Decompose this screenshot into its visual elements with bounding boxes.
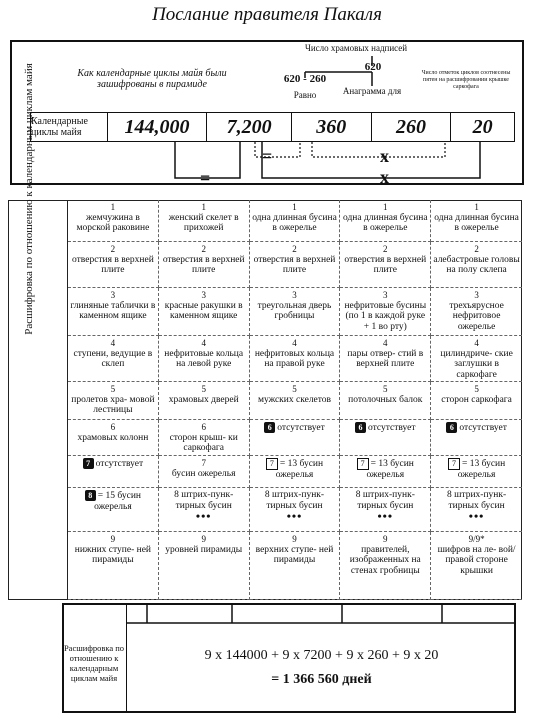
cycle-value: 260 (372, 113, 452, 141)
formula-text: 9 x 144000 + 9 x 7200 + 9 x 260 + 9 x 20 (204, 648, 439, 663)
glyph-icon: 7 (448, 458, 460, 470)
table-cell (431, 532, 522, 600)
table-cell (159, 456, 250, 488)
table-cell (68, 382, 159, 420)
cell-number: 3 (292, 290, 297, 300)
table-cell (68, 288, 159, 336)
cell-number: 5 (292, 384, 297, 394)
decoding-side-label: Расшифровка по отношению к календарным циклам майя (23, 63, 35, 335)
cell-text: отсутствует (277, 423, 325, 433)
cell-text: отверстия в верхней плите (253, 254, 336, 275)
cell-text: 8 штрих-пунк- тирных бусин (264, 490, 325, 511)
cell-number: 9 (383, 534, 388, 544)
cycles-row-label: Календарные циклы майя (31, 113, 108, 141)
cell-number: 4 (201, 338, 206, 348)
table-cell (68, 242, 159, 288)
cycle-value: 20 (472, 115, 493, 138)
table-cell (340, 288, 431, 336)
cell-text: 8 штрих-пунк- тирных бусин (447, 490, 507, 511)
cell-text: 8 штрих-пунк- тирных бусин (355, 490, 415, 511)
cycle-value: 144,000 (108, 113, 208, 141)
table-cell (340, 382, 431, 420)
cell-number: 4 (110, 338, 116, 348)
formula-ticks (127, 603, 516, 633)
table-cell (431, 336, 522, 382)
cell-text: = 13 бусин ожерелья (275, 459, 324, 480)
cell-number: 1 (110, 202, 116, 212)
right-note: Число отметок циклов соотнесены пятен на расшифровании крышке саркофага (421, 70, 511, 90)
table-cell (250, 382, 341, 420)
dots-glyph-icon: ••• (195, 509, 212, 523)
cell-text: 8 штрих-пунк- тирных бусин (174, 490, 234, 511)
cell-text: шифров на ле- вой/правой стороне крышки (437, 544, 516, 576)
cell-number: 5 (474, 384, 479, 394)
table-cell (68, 456, 159, 488)
table-cell (431, 288, 522, 336)
equals-sign: = (262, 146, 273, 166)
table-cell (250, 288, 341, 336)
table-cell (68, 200, 159, 242)
table-cell (431, 242, 522, 288)
anagram-label: Анаграмма для (342, 86, 402, 96)
table-cell (431, 382, 522, 420)
cell-number: 2 (474, 244, 479, 254)
cell-text: цилиндриче- ские заглушки в саркофаге (440, 348, 513, 380)
times-sign: x (380, 167, 389, 187)
cycles-caption: Как календарные циклы майя были зашифрованы в пирамиде (77, 68, 227, 90)
cell-number: 5 (110, 384, 116, 394)
cell-number: 6 (110, 422, 116, 432)
connector-lines (0, 0, 534, 200)
cell-text: алебастровые головы на полу склепа (433, 254, 520, 275)
inscriptions-label: Число храмовых надписей (305, 43, 408, 53)
cell-text: правителей, изображенных на стенах гробницы (349, 544, 421, 576)
cell-text: отсутствует (368, 423, 416, 433)
table-cell (431, 488, 522, 532)
cycle-value: 7,200 (207, 113, 292, 141)
cell-text: храмовых дверей (168, 394, 239, 405)
table-cell (340, 488, 431, 532)
cell-number: 1 (383, 202, 388, 212)
table-cell (159, 200, 250, 242)
cell-number: 3 (383, 290, 388, 300)
cell-text: сторон крыш- ки саркофага (169, 432, 238, 453)
cell-number: 2 (201, 244, 206, 254)
cell-text: верхних ступе- ней пирамиды (255, 544, 334, 565)
cell-number: 9/9* (468, 534, 485, 544)
equal-label: Равно (293, 90, 317, 100)
table-cell (250, 488, 341, 532)
cell-number: 6 (201, 422, 206, 432)
cell-text: уровней пирамиды (165, 544, 243, 555)
glyph-icon: 7 (357, 458, 369, 470)
table-cell (68, 336, 159, 382)
table-cell (250, 200, 341, 242)
cell-text: отверстия в верхней плите (344, 254, 427, 275)
cell-number: 1 (474, 202, 479, 212)
table-cell (250, 456, 341, 488)
cell-text: пролетов хра- мовой лестницы (71, 394, 155, 415)
cell-text: нижних ступе- ней пирамиды (74, 544, 152, 565)
cell-number: 5 (383, 384, 388, 394)
glyph-icon: 6 (446, 422, 457, 433)
cell-number: 9 (292, 534, 297, 544)
formula-result: = 1 366 560 дней (271, 672, 372, 687)
cell-number: 3 (474, 290, 479, 300)
cell-text: глиняные таблички в каменном ящике (70, 300, 156, 321)
table-cell (431, 456, 522, 488)
cell-text: пары отвер- стий в верхней плите (347, 348, 424, 369)
table-cell (340, 532, 431, 600)
cell-text: нефритовых кольца на правой руке (254, 348, 335, 369)
table-cell (340, 336, 431, 382)
cell-number: 1 (201, 202, 206, 212)
formula-label: Расшифровка по отношению к календарным циклам майя (62, 603, 127, 713)
cell-number: 9 (110, 534, 116, 544)
ratio-value: 620 - 260 (283, 73, 327, 85)
table-cell (340, 242, 431, 288)
table-cell (340, 200, 431, 242)
glyph-icon: 6 (355, 422, 366, 433)
cell-text: = 15 бусин ожерелья (94, 491, 141, 512)
dots-glyph-icon: ••• (286, 509, 303, 523)
table-cell (68, 532, 159, 600)
glyph-icon: 7 (266, 458, 278, 470)
table-cell (431, 200, 522, 242)
cell-text: трехъярусное нефритовое ожерелье (449, 300, 504, 332)
cell-text: ступени, ведущие в склеп (73, 348, 153, 369)
table-cell (431, 420, 522, 456)
decoding-grid (68, 200, 522, 600)
cell-number: 1 (292, 202, 297, 212)
cell-text: одна длинная бусина в ожерелье (434, 212, 519, 233)
cell-number: 4 (383, 338, 388, 348)
table-cell (250, 532, 341, 600)
table-cell (159, 532, 250, 600)
cell-number: 2 (110, 244, 116, 254)
cell-number: 7 (201, 458, 206, 468)
table-cell (68, 488, 159, 532)
table-cell (159, 488, 250, 532)
cell-text: мужских скелетов (257, 394, 332, 405)
cell-number: 2 (383, 244, 388, 254)
inscriptions-value: 620 (364, 61, 382, 73)
table-cell (68, 420, 159, 456)
cycle-value: 360 (292, 113, 372, 141)
table-cell (340, 456, 431, 488)
glyph-icon: 7 (83, 458, 94, 469)
cell-text: бусин ожерелья (171, 468, 236, 479)
cell-text: одна длинная бусина в ожерелье (342, 212, 428, 233)
cell-text: красные ракушки в каменном ящике (164, 300, 243, 321)
cell-text: треугольная дверь гробницы (257, 300, 332, 321)
cell-text: = 13 бусин ожерелья (366, 459, 414, 480)
dots-glyph-icon: ••• (377, 509, 394, 523)
times-sign: x (380, 146, 389, 166)
glyph-icon: 6 (264, 422, 275, 433)
cell-text: сторон саркофага (441, 394, 512, 405)
cell-number: 4 (474, 338, 479, 348)
cell-text: = 13 бусин ожерелья (457, 459, 506, 480)
cell-text: женский скелет в прихожей (168, 212, 239, 233)
cell-text: храмовых колонн (77, 432, 149, 443)
table-cell (340, 420, 431, 456)
cell-number: 3 (110, 290, 116, 300)
table-cell (159, 420, 250, 456)
cell-text: нефритовые бусины (по 1 в каждой руке + 1 во рту) (344, 300, 427, 332)
cell-text: жемчужина в морской раковине (76, 212, 150, 233)
cell-number: 2 (292, 244, 297, 254)
cell-text: нефритовые кольца на левой руке (164, 348, 244, 369)
cell-text: отверстия в верхней плите (162, 254, 245, 275)
cell-text: потолочных балок (348, 394, 423, 405)
table-cell (250, 242, 341, 288)
table-cell (159, 242, 250, 288)
table-cell (250, 420, 341, 456)
table-cell (159, 288, 250, 336)
glyph-icon: 8 (85, 490, 96, 501)
table-cell (250, 336, 341, 382)
dots-glyph-icon: ••• (468, 509, 485, 523)
cell-text: отсутствует (459, 423, 507, 433)
table-cell (159, 382, 250, 420)
page-title: Послание правителя Пакаля (152, 4, 382, 25)
cell-text: одна длинная бусина в ожерелье (252, 212, 337, 233)
cell-number: 3 (201, 290, 206, 300)
table-cell (159, 336, 250, 382)
cell-number: 9 (201, 534, 206, 544)
cell-number: 5 (201, 384, 206, 394)
cell-number: 4 (292, 338, 297, 348)
cell-text: отсутствует (95, 459, 144, 469)
cell-text: отверстия в верхней плите (72, 254, 154, 275)
equals-sign: = (200, 168, 211, 188)
